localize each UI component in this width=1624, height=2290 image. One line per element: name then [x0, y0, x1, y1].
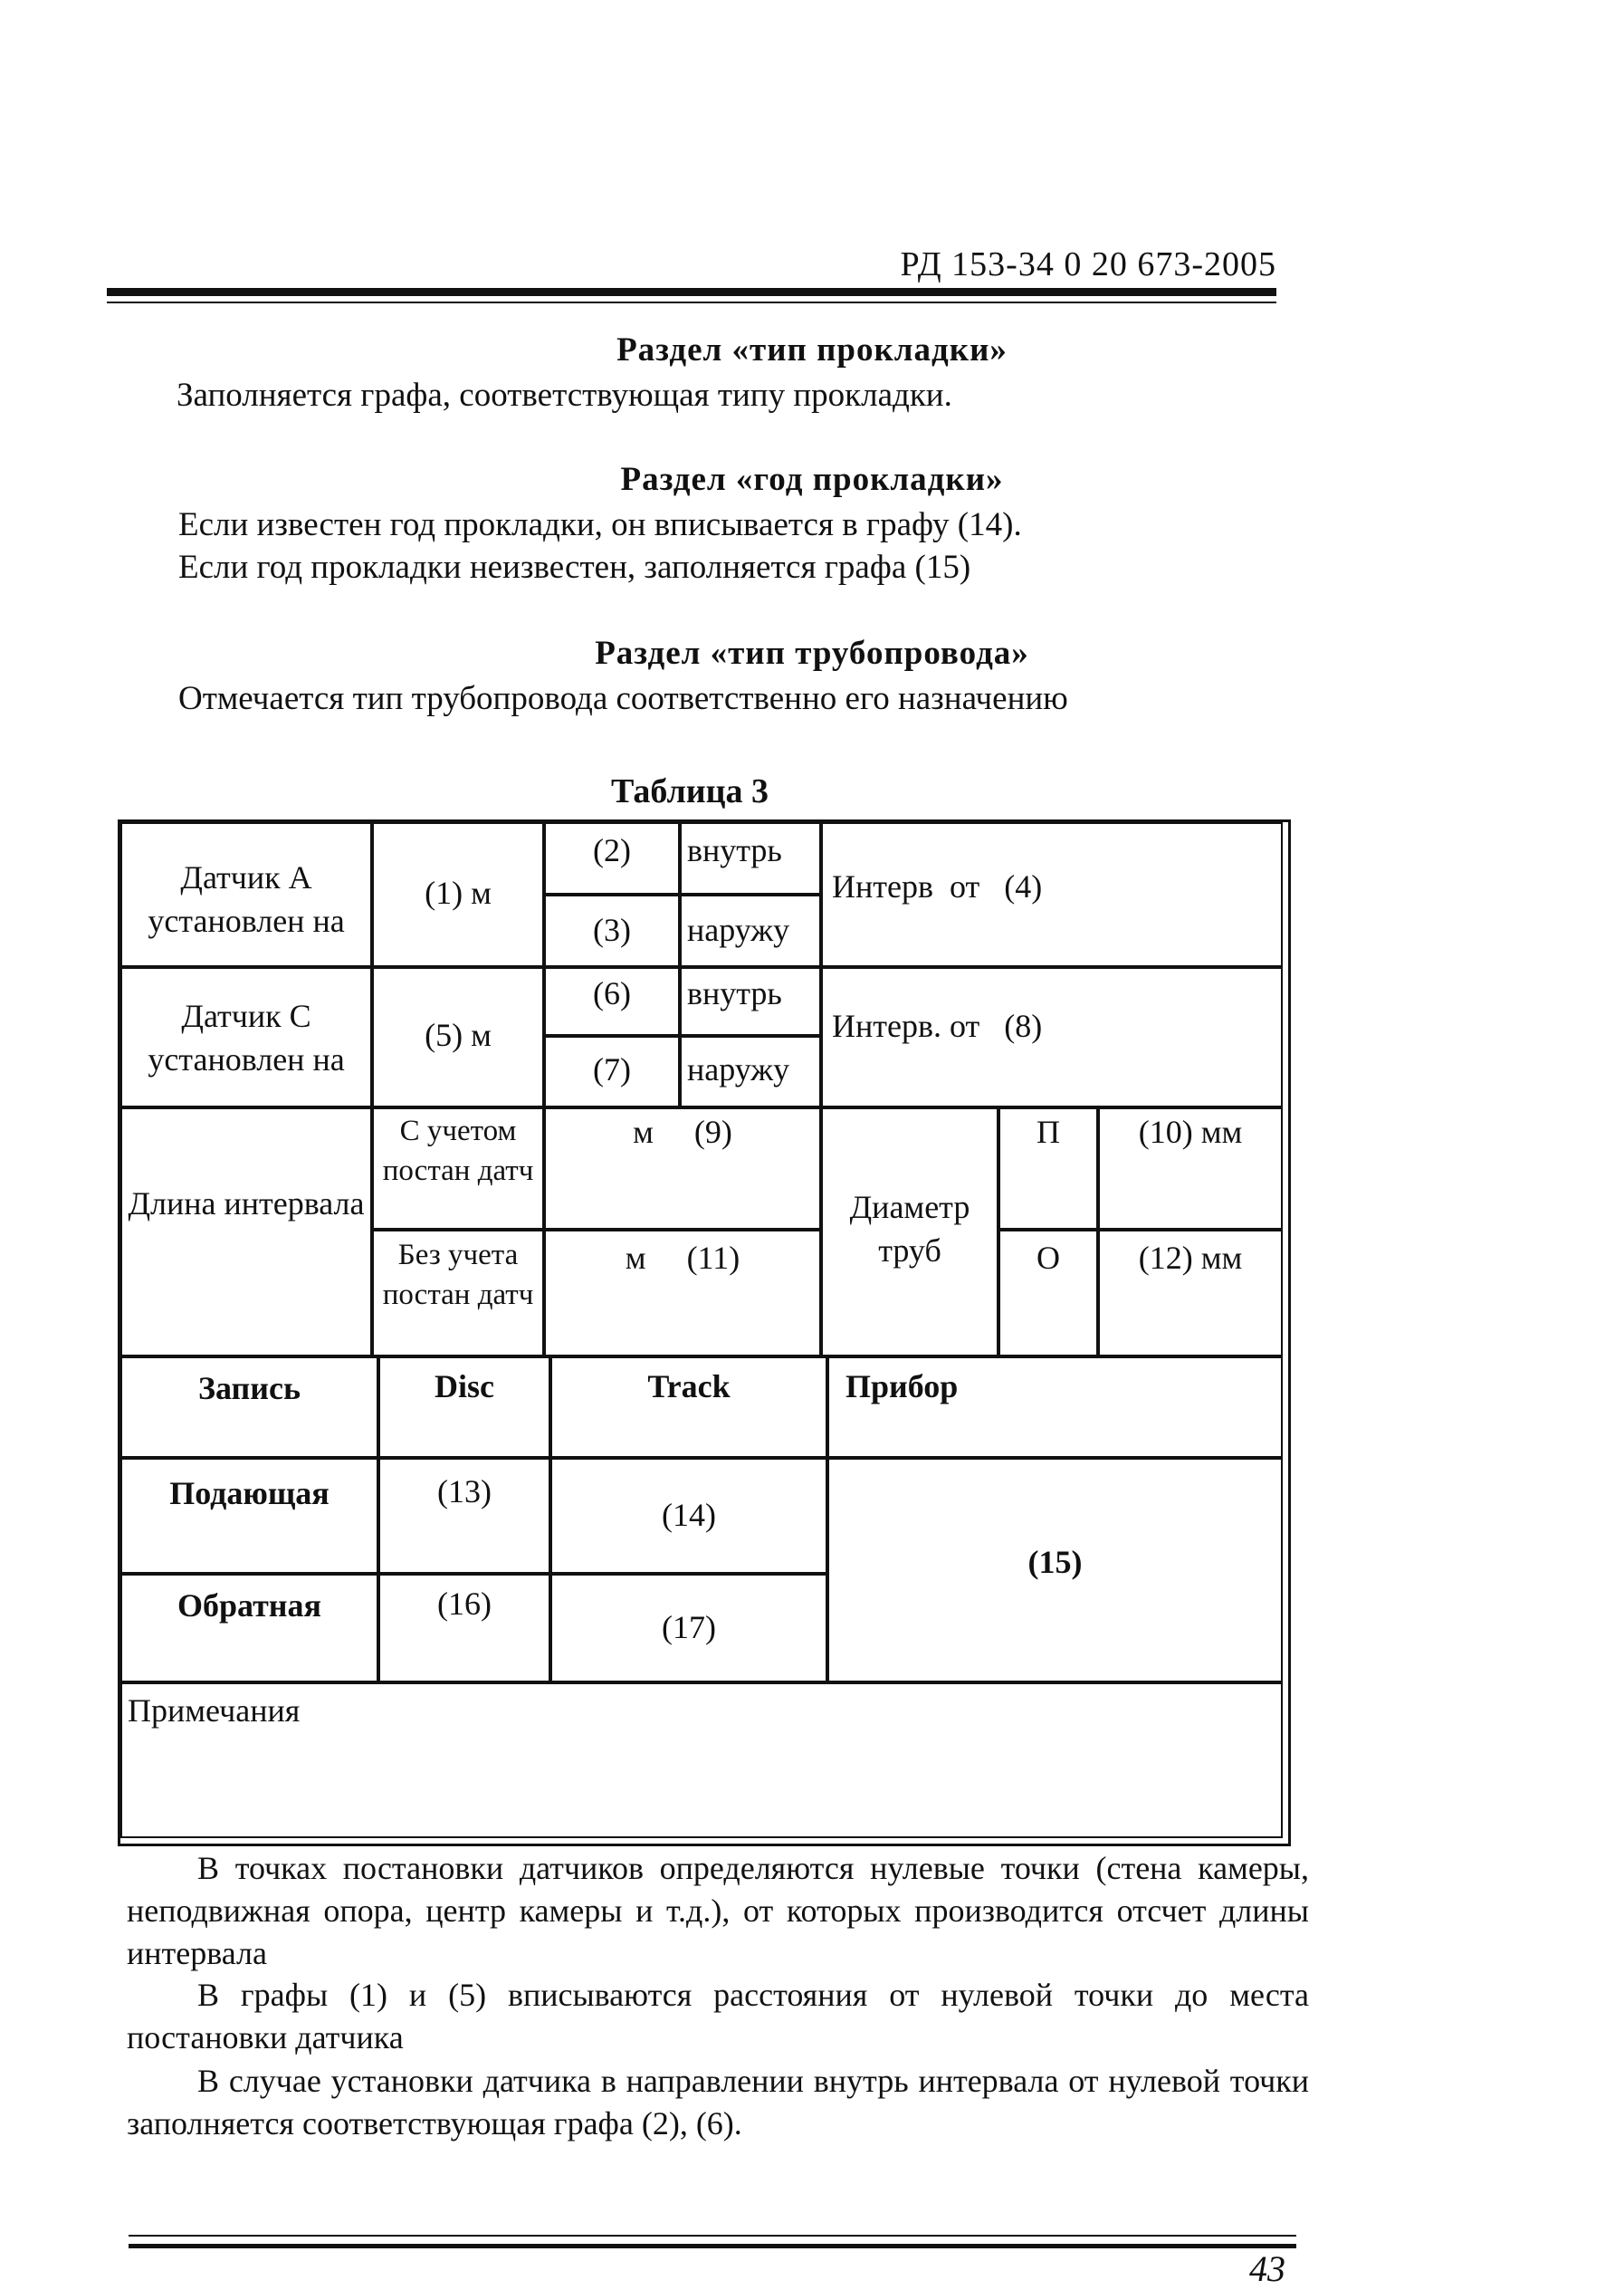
- paragraph: [127, 1974, 1309, 2059]
- notes-label: Примечания: [120, 1682, 1283, 1838]
- record-header: Запись: [120, 1356, 378, 1458]
- footer-rule: [129, 2244, 1296, 2248]
- section-title: Раздел «тип прокладки»: [616, 331, 1008, 369]
- section-title: Раздел «год прокладки»: [620, 461, 1004, 498]
- paragraph-text: В точках постановки датчиков определяются нулевые точки (стена камеры, неподвижная опора, центр камеры и т.д.), от которых производится отсчет длины интервала: [127, 1850, 1309, 1971]
- diameter-o-label: О: [998, 1230, 1098, 1356]
- supply-track: (14): [550, 1458, 827, 1574]
- sensor-c-out-num: (7): [544, 1036, 680, 1107]
- page-number: 43: [1249, 2248, 1285, 2289]
- sensor-a-distance: (1) м: [372, 822, 544, 967]
- table-caption: Таблица 3: [611, 772, 769, 810]
- device-header: Прибор: [827, 1356, 1283, 1458]
- sensor-a-out-label: наружу: [680, 895, 821, 967]
- length-with-value: м (9): [544, 1107, 821, 1230]
- header-rule: [107, 288, 1276, 296]
- supply-label: Подающая: [120, 1458, 378, 1574]
- disc-header: Disc: [378, 1356, 550, 1458]
- paragraph: [127, 1847, 1309, 1975]
- document-id: РД 153-34 0 20 673-2005: [900, 245, 1276, 283]
- length-label: Длина интервала: [120, 1107, 372, 1356]
- sensor-c-interval: Интерв. от (8): [821, 967, 1283, 1107]
- sensor-c-out-label: наружу: [680, 1036, 821, 1107]
- footer-rule-thin: [129, 2235, 1296, 2237]
- sensor-c-distance: (5) м: [372, 967, 544, 1107]
- paragraph-text: В графы (1) и (5) вписываются расстояния от нулевой точки до места постановки датчика: [127, 1977, 1309, 2055]
- sensor-a-interval: Интерв от (4): [821, 822, 1283, 967]
- diameter-p-value: (10) мм: [1098, 1107, 1283, 1230]
- return-disc: (16): [378, 1574, 550, 1682]
- header-rule-thin: [107, 302, 1276, 303]
- data-table: [118, 819, 1291, 1846]
- return-track: (17): [550, 1574, 827, 1682]
- supply-disc: (13): [378, 1458, 550, 1574]
- sensor-c-label: Датчик С установлен на: [120, 967, 372, 1107]
- section-text: Заполняется графа, соответствующая типу прокладки.: [177, 377, 952, 414]
- sensor-a-in-num: (2): [544, 822, 680, 895]
- section-text: Отмечается тип трубопровода соответственно его назначению: [178, 680, 1068, 717]
- device-value: (15): [827, 1458, 1283, 1682]
- paragraph: [127, 2060, 1309, 2145]
- length-without-label: Без учета постан датч: [372, 1230, 544, 1356]
- sensor-c-in-label: внутрь: [680, 967, 821, 1036]
- sensor-a-out-num: (3): [544, 895, 680, 967]
- diameter-label: Диаметр труб: [821, 1107, 998, 1356]
- sensor-a-in-label: внутрь: [680, 822, 821, 895]
- section-title: Раздел «тип трубопровода»: [595, 635, 1029, 672]
- sensor-c-in-num: (6): [544, 967, 680, 1036]
- length-with-label: С учетом постан датч: [372, 1107, 544, 1230]
- paragraph-text: В случае установки датчика в направлении внутрь интервала от нулевой точки заполняется соответствующая графа (2), (6).: [127, 2063, 1309, 2141]
- sensor-a-label: Датчик А установлен на: [120, 822, 372, 967]
- track-header: Track: [550, 1356, 827, 1458]
- return-label: Обратная: [120, 1574, 378, 1682]
- diameter-o-value: (12) мм: [1098, 1230, 1283, 1356]
- section-text: Если известен год прокладки, он вписывается в графу (14).: [178, 506, 1022, 543]
- length-without-value: м (11): [544, 1230, 821, 1356]
- section-text: Если год прокладки неизвестен, заполняется графа (15): [178, 549, 971, 586]
- diameter-p-label: П: [998, 1107, 1098, 1230]
